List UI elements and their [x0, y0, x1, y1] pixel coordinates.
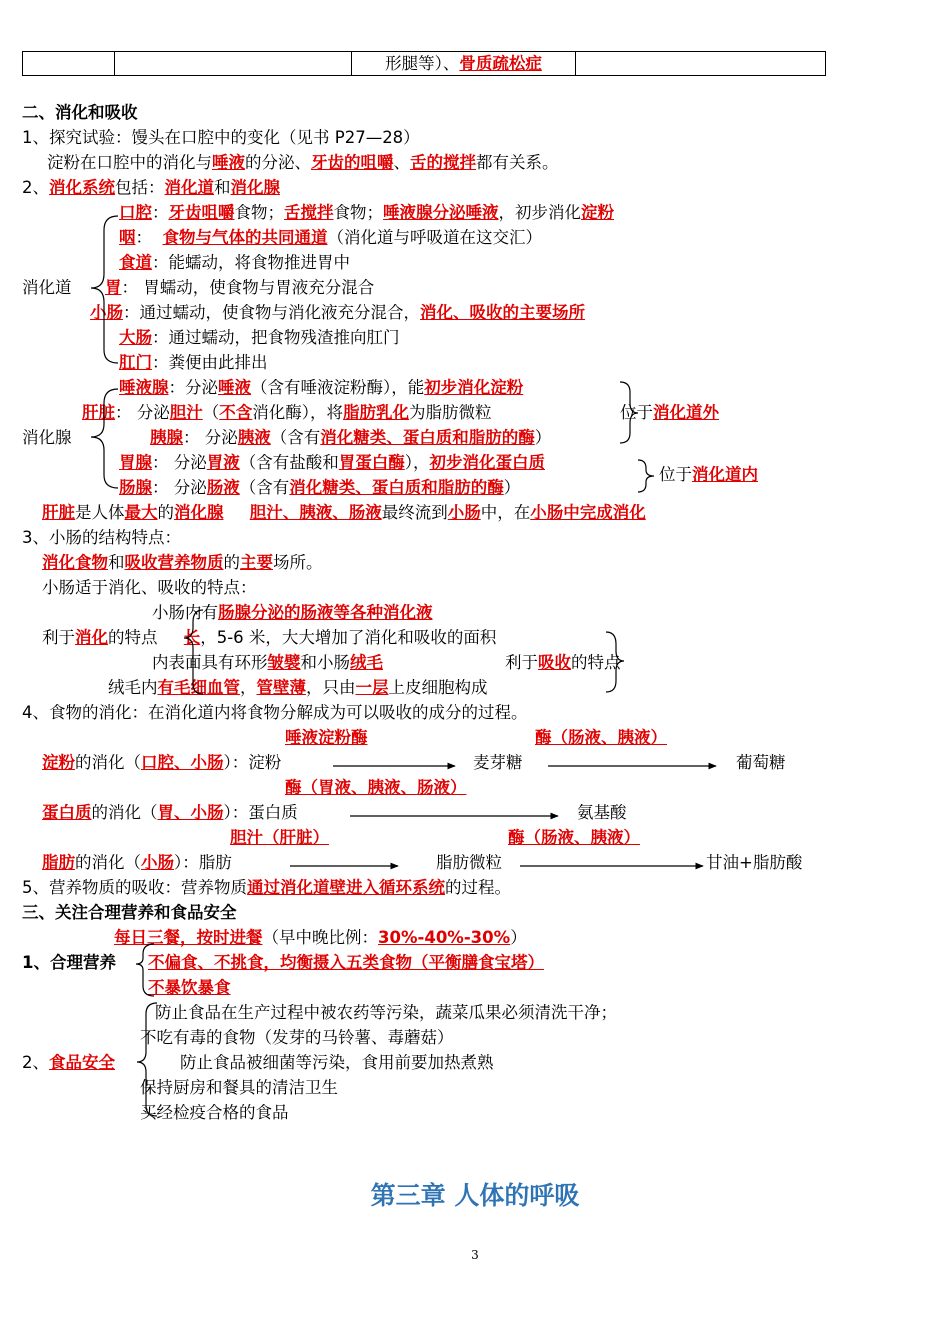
text: 3、小肠的结构特点： [22, 528, 181, 547]
keyword: 初步消化蛋白质 [429, 453, 545, 472]
safety-item-2: 不吃有毒的食物（发芽的马铃薯、毒蘑菇） [140, 1028, 454, 1047]
text: 的消化（ [91, 803, 158, 822]
keyword: 牙齿咀嚼 [168, 203, 235, 222]
keyword: 胰液 [237, 428, 271, 447]
keyword: 咽 [119, 228, 136, 247]
enzyme-label: 唾液淀粉酶 [285, 728, 368, 747]
keyword: 肠腺 [119, 478, 152, 497]
text: ：粪便由此排出 [152, 353, 268, 372]
text: ） [510, 928, 527, 947]
keyword: 唾液 [212, 153, 245, 172]
keyword: 淀粉 [42, 753, 75, 772]
keyword: 肠腺分泌的肠液等各种消化液 [218, 603, 433, 622]
safety-item-5: 买经检疫合格的食品 [140, 1103, 289, 1122]
glands-label: 消化腺 [22, 428, 72, 447]
page-number: 3 [471, 1248, 479, 1262]
text: 4、食物的消化：在消化道内将食物分解成为可以吸收的成分的过程。 [22, 703, 528, 722]
outside-brace [620, 382, 638, 443]
keyword: 消化道内 [692, 465, 758, 484]
text: ： 分泌 [115, 403, 170, 422]
keyword: 胃蛋白酶 [338, 453, 405, 472]
text: 小肠适于消化、吸收的特点： [42, 578, 257, 597]
keyword: 消化糖类、蛋白质和脂肪的酶 [320, 428, 535, 447]
keyword: 胃腺 [119, 453, 152, 472]
text: 上皮细胞构成 [388, 678, 488, 697]
keyword: 胆汁、胰液、肠液 [249, 503, 382, 522]
safety-item-3: 防止食品被细菌等污染，食用前要加热煮熟 [180, 1053, 494, 1072]
keyword: 消化腺 [230, 178, 280, 197]
text: ， [240, 678, 257, 697]
text: 场所。 [273, 553, 323, 572]
keyword: 肠液 [206, 478, 240, 497]
text: 的特点 [571, 653, 621, 672]
text: 的分泌、 [245, 153, 311, 172]
text: 都有关系。 [476, 153, 559, 172]
keyword: 长 [183, 628, 201, 647]
keyword: 小肠 [447, 503, 481, 522]
text: （含有 [270, 428, 321, 447]
text: ：通过蠕动，使食物与消化液充分混合， [123, 303, 420, 322]
text: 食物； [333, 203, 383, 222]
product-glycerol: 甘油+脂肪酸 [706, 853, 803, 872]
nutrition-item-3: 不暴饮暴食 [148, 978, 231, 997]
keyword: 脂肪乳化 [343, 403, 409, 422]
text: 消化酶），将 [252, 403, 343, 422]
keyword: 口腔 [119, 203, 152, 222]
text: 淀粉在口腔中的消化与 [47, 153, 212, 172]
text: 为脂肪微粒 [409, 403, 492, 422]
text: 的 [223, 553, 240, 572]
keyword: 蛋白质 [42, 803, 92, 822]
keyword: 舌搅拌 [284, 203, 334, 222]
text: 1、探究试验：馒头在口腔中的变化（见书 P27—28） [22, 128, 420, 147]
nutrition-brace [136, 944, 154, 996]
text: 和小肠 [300, 653, 350, 672]
text: 是人体 [75, 503, 125, 522]
keyword: 小肠中完成消化 [530, 503, 646, 522]
keyword: 唾液 [218, 378, 251, 397]
nutrition-label: 1、合理营养 [22, 953, 116, 972]
keyword: 初步消化淀粉 [424, 378, 524, 397]
keyword: 淀粉 [581, 203, 614, 222]
text: （含有 [239, 478, 290, 497]
keyword: 主要 [240, 553, 273, 572]
keyword: 唾液腺分泌唾液 [383, 203, 499, 222]
keyword: 胃 [105, 278, 122, 297]
keyword: 胆汁 [169, 403, 203, 422]
keyword: 绒毛 [350, 653, 383, 672]
text: 、 [393, 153, 410, 172]
text: ： [135, 228, 152, 247]
text: ） [503, 478, 521, 497]
text: 和 [108, 553, 125, 572]
text: 利于 [42, 628, 75, 647]
keyword: 消化 [75, 628, 108, 647]
text: 5、营养物质的吸收：营养物质 [22, 878, 247, 897]
keyword: 口腔、小肠 [141, 753, 224, 772]
keyword: 小肠 [141, 853, 174, 872]
text: ： [152, 203, 169, 222]
text: （消化道与呼吸道在这交汇） [327, 228, 542, 247]
text: ：分泌 [168, 378, 218, 397]
text: ）：蛋白质 [223, 803, 298, 822]
keyword: 消化系统 [49, 178, 115, 197]
text: 的消化（ [75, 853, 141, 872]
text: 小肠内有 [152, 603, 218, 622]
safety-item-1: 防止食品在生产过程中被农药等污染，蔬菜瓜果必须清洗干净； [155, 1003, 617, 1022]
absorb-brace [606, 632, 624, 692]
text: ）：脂肪 [174, 853, 232, 872]
text: ： 分泌 [152, 453, 207, 472]
text: ）：淀粉 [223, 753, 282, 772]
text: ，只由 [306, 678, 356, 697]
text: 的特点 [108, 628, 158, 647]
keyword: 食物与气体的共同通道 [162, 228, 328, 247]
text: ： 分泌 [152, 478, 207, 497]
chapter-title: 第三章 人体的呼吸 [370, 1181, 580, 1210]
keyword: 胃、小肠 [157, 803, 224, 822]
keyword: 脂肪 [42, 853, 75, 872]
keyword: 吸收 [538, 653, 571, 672]
enzyme-label: 酶（肠液、胰液） [508, 828, 640, 847]
inside-brace [638, 460, 654, 492]
text: （含有盐酸和 [239, 453, 339, 472]
safety-item-4: 保持厨房和餐具的清洁卫生 [140, 1078, 338, 1097]
keyword: 唾液腺 [119, 378, 169, 397]
keyword: 胃液 [206, 453, 240, 472]
tract-brace [91, 216, 118, 363]
keyword: 不含 [219, 403, 253, 422]
keyword: 食道 [119, 253, 152, 272]
product-fat-droplet: 脂肪微粒 [436, 853, 502, 872]
enzyme-label: 酶（肠液、胰液） [535, 728, 667, 747]
safety-brace [137, 1003, 157, 1116]
text: 绒毛内 [108, 678, 158, 697]
keyword: 消化、吸收的主要场所 [420, 303, 585, 322]
product-maltose: 麦芽糖 [473, 753, 523, 772]
text: ：能蠕动，将食物推进胃中 [152, 253, 350, 272]
keyword: 一层 [355, 678, 389, 697]
keyword: 肛门 [119, 353, 152, 372]
keyword: 消化糖类、蛋白质和脂肪的酶 [289, 478, 504, 497]
digest-brace [184, 610, 203, 694]
keyword: 皱襞 [267, 653, 301, 672]
text: （含有唾液淀粉酶），能 [251, 378, 425, 397]
keyword: 吸收营养物质 [124, 553, 224, 572]
text: 的过程。 [445, 878, 511, 897]
text: ： 分泌 [183, 428, 238, 447]
text: 和 [214, 178, 231, 197]
text: 食物； [234, 203, 284, 222]
keyword: 消化道外 [653, 403, 719, 422]
keyword: 消化腺 [174, 503, 224, 522]
product-amino-acid: 氨基酸 [577, 803, 627, 822]
keyword: 消化道 [164, 178, 214, 197]
text: 内表面具有环形 [152, 653, 268, 672]
text: 最终流到 [381, 503, 448, 522]
text: 位于 [620, 403, 653, 422]
glands-brace [91, 389, 118, 488]
keyword: 大肠 [119, 328, 152, 347]
text: （ [202, 403, 220, 422]
text: （早中晚比例： [262, 928, 378, 947]
keyword: 管壁薄 [256, 678, 306, 697]
nutrition-item-2: 不偏食、不挑食，均衡摄入五类食物（平衡膳食宝塔） [148, 953, 544, 972]
text: 2、 [22, 1053, 49, 1072]
section-heading: 二、消化和吸收 [22, 103, 138, 122]
section-heading: 三、关注合理营养和食品安全 [22, 903, 237, 922]
text: 位于 [659, 465, 692, 484]
text: 利于 [505, 653, 538, 672]
keyword: 通过消化道壁进入循环系统 [247, 878, 445, 897]
product-glucose: 葡萄糖 [736, 753, 786, 772]
keyword: 牙齿的咀嚼 [311, 153, 394, 172]
text: 中，在 [480, 503, 531, 522]
enzyme-label: 胆汁（肝脏） [230, 828, 329, 847]
enzyme-label: 酶（胃液、胰液、肠液） [285, 778, 467, 797]
tract-label: 消化道 [22, 278, 72, 297]
keyword: 有毛细血管 [157, 678, 240, 697]
keyword: 30%-40%-30% [378, 928, 511, 947]
text: 2、 [22, 178, 49, 197]
text: ） [534, 428, 552, 447]
text: 的消化（ [75, 753, 141, 772]
keyword: 最大 [124, 503, 158, 522]
keyword: 每日三餐，按时进餐 [114, 928, 263, 947]
keyword: 小肠 [90, 303, 123, 322]
text: ：通过蠕动，把食物残渣推向肛门 [152, 328, 400, 347]
keyword: 肝脏 [82, 403, 115, 422]
text: 包括： [115, 178, 165, 197]
keyword: 胰腺 [150, 428, 183, 447]
keyword: 食品安全 [49, 1053, 115, 1072]
text: 的 [157, 503, 174, 522]
text: ，5-6 米，大大增加了消化和吸收的面积 [200, 628, 497, 647]
keyword: 消化食物 [42, 553, 108, 572]
text: ，初步消化 [498, 203, 581, 222]
text: ： 胃蠕动，使食物与胃液充分混合 [121, 278, 375, 297]
text: ）， [404, 453, 430, 472]
keyword: 舌的搅拌 [410, 153, 476, 172]
cell-text: 形腿等）、 [385, 54, 460, 73]
cell-highlight: 骨质疏松症 [459, 54, 542, 73]
keyword: 肝脏 [42, 503, 75, 522]
